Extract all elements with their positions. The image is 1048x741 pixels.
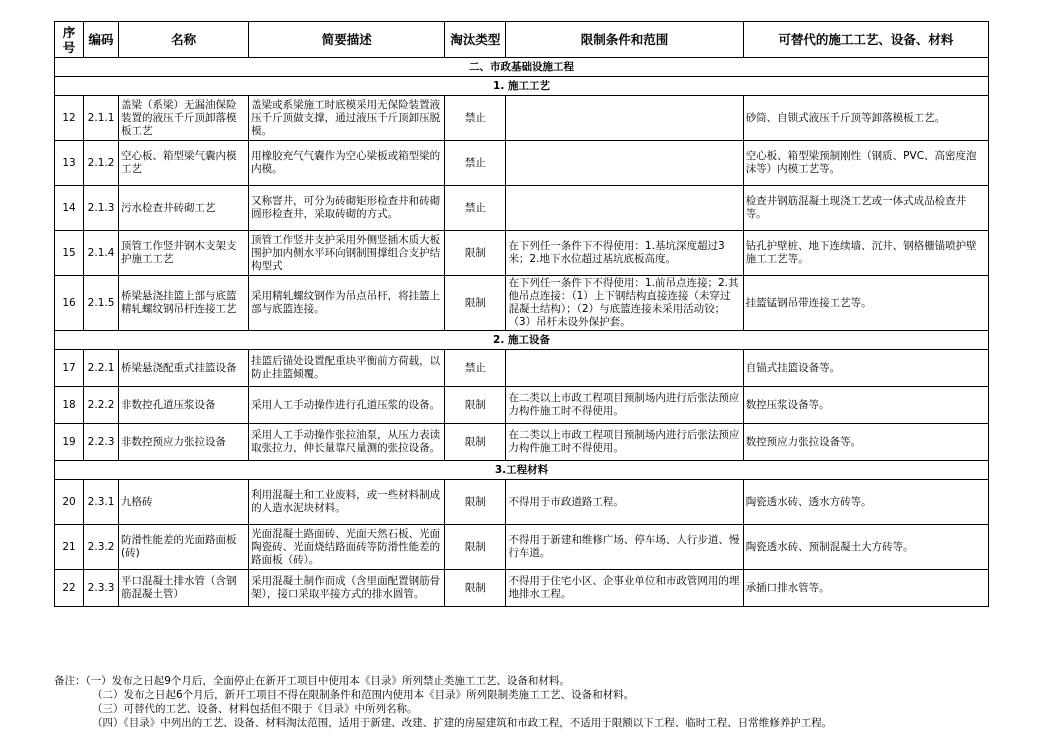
row-type: 限制 — [445, 570, 506, 607]
group-title: 1. 施工工艺 — [55, 77, 989, 96]
row-no: 17 — [55, 350, 84, 387]
row-no: 22 — [55, 570, 84, 607]
section-title-row — [55, 58, 989, 77]
row-type: 禁止 — [445, 186, 506, 231]
row-limit — [506, 186, 743, 231]
catalog-table — [54, 21, 989, 607]
row-name: 空心板、箱型梁气囊内模工艺 — [119, 141, 249, 186]
row-code: 2.1.1 — [84, 96, 119, 141]
row-name: 九格砖 — [119, 480, 249, 525]
row-desc: 采用精轧螺纹钢作为吊点吊杆，将挂篮上部与底篮连接。 — [249, 276, 445, 331]
note-item: （二）发布之日起6个月后，新开工项目不得在限制条件和范围内使用本《目录》所列限制类施工工艺、设备和材料。 — [92, 689, 635, 701]
group-title-row — [55, 77, 989, 96]
header-name: 名称 — [119, 22, 249, 58]
row-name: 桥梁悬浇挂篮上部与底篮精轧螺纹钢吊杆连接工艺 — [119, 276, 249, 331]
header-code: 编码 — [84, 22, 119, 58]
row-no: 18 — [55, 387, 84, 424]
notes-block — [54, 674, 1014, 730]
row-type: 禁止 — [445, 96, 506, 141]
row-limit: 不得用于住宅小区、企事业单位和市政管网用的埋地排水工程。 — [506, 570, 743, 607]
row-alt: 钻孔护壁桩、地下连续墙、沉井、钢格栅锚喷护壁施工工艺等。 — [743, 231, 988, 276]
row-no: 20 — [55, 480, 84, 525]
row-no: 14 — [55, 186, 84, 231]
note-item: （一）发布之日起9个月后，全面停止在新开工项目中使用本《目录》所列禁止类施工工艺、设备和材料。 — [85, 675, 570, 687]
note-item: （四）《目录》中列出的工艺、设备、材料淘汰范围，适用于新建、改建、扩建的房屋建筑和市政工程，不适用于限额以下工程、临时工程、日常维修养护工程。 — [92, 717, 833, 729]
header-no: 序号 — [55, 22, 84, 58]
row-desc: 采用人工手动操作张拉油泵，从压力表读取张拉力，伸长量靠尺量测的张拉设备。 — [249, 424, 445, 461]
row-alt: 自锚式挂篮设备等。 — [743, 350, 988, 387]
row-limit: 不得用于新建和维修广场、停车场、人行步道、慢行车道。 — [506, 525, 743, 570]
row-alt: 空心板、箱型梁预制刚性（钢质、PVC、高密度泡沫等）内模工艺等。 — [743, 141, 988, 186]
row-desc: 光面混凝土路面砖、光面天然石板、光面陶瓷砖、光面烧结路面砖等防滑性能差的路面板（砖）。 — [249, 525, 445, 570]
row-desc: 盖梁或系梁施工时底模采用无保险装置液压千斤顶做支撑，通过液压千斤顶卸压脱模。 — [249, 96, 445, 141]
row-type: 禁止 — [445, 350, 506, 387]
header-limit: 限制条件和范围 — [506, 22, 743, 58]
row-name: 污水检查井砖砌工艺 — [119, 186, 249, 231]
table-row — [55, 350, 989, 387]
row-alt: 挂篮锰钢吊带连接工艺等。 — [743, 276, 988, 331]
row-name: 防滑性能差的光面路面板(砖) — [119, 525, 249, 570]
row-code: 2.2.2 — [84, 387, 119, 424]
row-desc: 又称窨井，可分为砖砌矩形检查井和砖砌圆形检查井，采取砖砌的方式。 — [249, 186, 445, 231]
row-type: 限制 — [445, 525, 506, 570]
table-row — [55, 96, 989, 141]
row-alt: 数控预应力张拉设备等。 — [743, 424, 988, 461]
row-desc: 顶管工作竖井支护采用外侧竖插木质大板围护加内侧水平环向钢制围撑组合支护结构型式 — [249, 231, 445, 276]
header-alt: 可替代的施工工艺、设备、材料 — [743, 22, 988, 58]
row-limit — [506, 96, 743, 141]
row-desc: 采用混凝土制作而成（含里面配置钢筋骨架），接口采取平接方式的排水圆管。 — [249, 570, 445, 607]
row-name: 平口混凝土排水管（含钢筋混凝土管） — [119, 570, 249, 607]
note-line — [54, 702, 1014, 716]
row-name: 盖梁（系梁）无漏油保险装置的液压千斤顶卸落模板工艺 — [119, 96, 249, 141]
row-no: 12 — [55, 96, 84, 141]
row-code: 2.1.4 — [84, 231, 119, 276]
row-desc: 挂篮后锚处设置配重块平衡前方荷载，以防止挂篮倾覆。 — [249, 350, 445, 387]
row-type: 限制 — [445, 387, 506, 424]
group-title-row — [55, 331, 989, 350]
row-desc: 用橡胶充气气囊作为空心梁板或箱型梁的内模。 — [249, 141, 445, 186]
header-row — [55, 22, 989, 58]
note-line — [54, 674, 1014, 688]
row-code: 2.3.1 — [84, 480, 119, 525]
row-code: 2.1.5 — [84, 276, 119, 331]
row-type: 限制 — [445, 276, 506, 331]
row-alt: 检查井钢筋混凝土现浇工艺或一体式成品检查井等。 — [743, 186, 988, 231]
row-code: 2.3.2 — [84, 525, 119, 570]
note-line — [54, 688, 1014, 702]
row-limit: 在下列任一条件下不得使用：1.前吊点连接；2.其他吊点连接：（1）上下钢结构直接连接（未穿过混凝土结构）；（2）与底篮连接未采用活动铰；（3）吊杆未设外保护套。 — [506, 276, 743, 331]
row-code: 2.2.1 — [84, 350, 119, 387]
note-line — [54, 716, 1014, 730]
row-limit — [506, 141, 743, 186]
row-limit: 在二类以上市政工程项目预制场内进行后张法预应力构件施工时不得使用。 — [506, 387, 743, 424]
row-alt: 承插口排水管等。 — [743, 570, 988, 607]
row-limit: 在二类以上市政工程项目预制场内进行后张法预应力构件施工时不得使用。 — [506, 424, 743, 461]
group-title: 2. 施工设备 — [55, 331, 989, 350]
table-row — [55, 525, 989, 570]
note-item: （三）可替代的工艺、设备、材料包括但不限于《目录》中所列名称。 — [92, 703, 418, 715]
row-code: 2.1.2 — [84, 141, 119, 186]
row-code: 2.1.3 — [84, 186, 119, 231]
table-row — [55, 570, 989, 607]
table-row — [55, 186, 989, 231]
row-name: 顶管工作竖井钢木支架支护施工工艺 — [119, 231, 249, 276]
table-row — [55, 141, 989, 186]
row-desc: 采用人工手动操作进行孔道压浆的设备。 — [249, 387, 445, 424]
row-no: 21 — [55, 525, 84, 570]
row-no: 13 — [55, 141, 84, 186]
row-limit: 不得用于市政道路工程。 — [506, 480, 743, 525]
row-code: 2.3.3 — [84, 570, 119, 607]
row-no: 19 — [55, 424, 84, 461]
row-type: 限制 — [445, 480, 506, 525]
table-row — [55, 387, 989, 424]
row-type: 限制 — [445, 424, 506, 461]
group-title: 3.工程材料 — [55, 461, 989, 480]
table-row — [55, 276, 989, 331]
row-type: 限制 — [445, 231, 506, 276]
row-alt: 数控压浆设备等。 — [743, 387, 988, 424]
notes-label: 备注： — [54, 675, 86, 687]
row-name: 非数控预应力张拉设备 — [119, 424, 249, 461]
row-type: 禁止 — [445, 141, 506, 186]
header-type: 淘汰类型 — [445, 22, 506, 58]
row-limit: 在下列任一条件下不得使用：1.基坑深度超过3米；2.地下水位超过基坑底板高度。 — [506, 231, 743, 276]
header-desc: 简要描述 — [249, 22, 445, 58]
row-alt: 陶瓷透水砖、预制混凝土大方砖等。 — [743, 525, 988, 570]
table-row — [55, 231, 989, 276]
row-limit — [506, 350, 743, 387]
row-no: 15 — [55, 231, 84, 276]
row-alt: 陶瓷透水砖、透水方砖等。 — [743, 480, 988, 525]
row-code: 2.2.3 — [84, 424, 119, 461]
row-no: 16 — [55, 276, 84, 331]
group-title-row — [55, 461, 989, 480]
row-alt: 砂筒、自锁式液压千斤顶等卸落模板工艺。 — [743, 96, 988, 141]
row-desc: 利用混凝土和工业废料，或一些材料制成的人造水泥块材料。 — [249, 480, 445, 525]
table-row — [55, 480, 989, 525]
table-row — [55, 424, 989, 461]
section-title: 二、市政基础设施工程 — [55, 58, 989, 77]
row-name: 桥梁悬浇配重式挂篮设备 — [119, 350, 249, 387]
row-name: 非数控孔道压浆设备 — [119, 387, 249, 424]
